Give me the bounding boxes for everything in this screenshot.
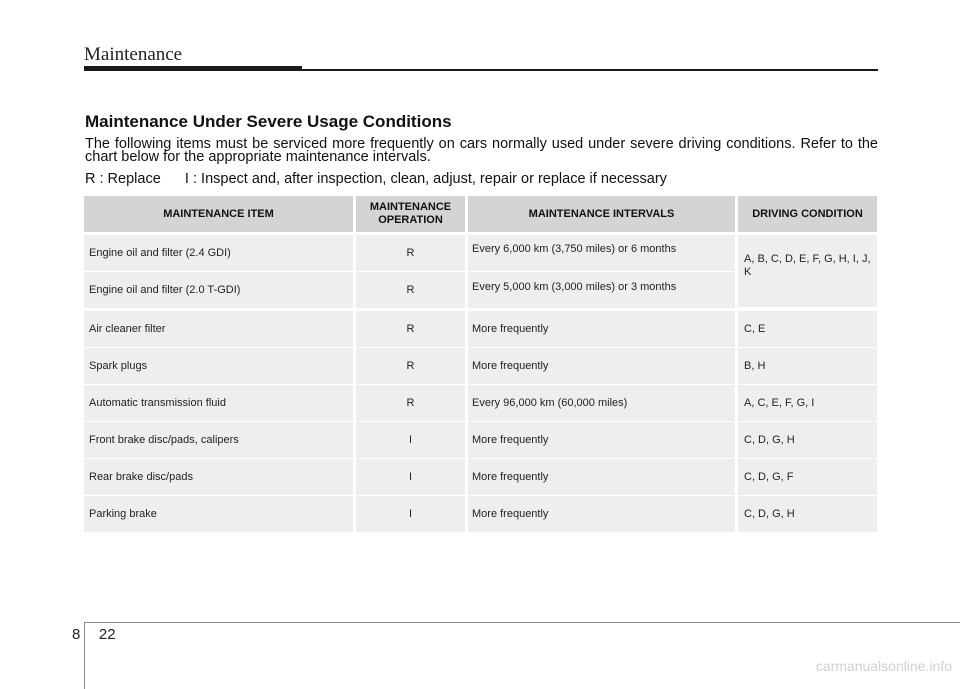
cell-operation: R: [356, 348, 468, 384]
table-row: [84, 421, 877, 458]
cell-interval: More frequently: [468, 422, 738, 458]
table-row: [84, 458, 877, 495]
header-rule-thick: [84, 66, 302, 71]
maintenance-table: [84, 196, 877, 532]
cell-item: Front brake disc/pads, calipers: [84, 422, 356, 458]
cell-interval: More frequently: [468, 496, 738, 532]
cell-item: Automatic transmission fluid: [84, 385, 356, 421]
cell-operation: R: [356, 235, 468, 271]
cell-operation: R: [356, 385, 468, 421]
table-row: [84, 495, 877, 532]
header-maintenance-intervals: MAINTENANCE INTERVALS: [468, 196, 738, 232]
cell-item: Spark plugs: [84, 348, 356, 384]
cell-condition: C, D, G, H: [738, 496, 877, 532]
header-driving-condition: DRIVING CONDITION: [752, 207, 863, 220]
cell-condition: A, C, E, F, G, I: [738, 385, 877, 421]
legend-line: R : Replace I : Inspect and, after inspection, clean, adjust, repair or replace if necessary: [85, 171, 667, 187]
table-row: [84, 384, 877, 421]
table-header-row: [84, 196, 877, 232]
cell-operation: I: [356, 422, 468, 458]
cell-condition: B, H: [738, 348, 877, 384]
watermark: carmanualsonline.info: [815, 658, 952, 674]
cell-item: Air cleaner filter: [84, 311, 356, 347]
cell-item: Rear brake disc/pads: [84, 459, 356, 495]
cell-operation: R: [356, 311, 468, 347]
table-row: [84, 347, 877, 384]
footer-rule: [84, 622, 960, 623]
cell-operation: R: [356, 272, 468, 308]
running-head: Maintenance: [84, 44, 183, 65]
chapter-number: 8: [72, 626, 81, 643]
cell-item: Engine oil and filter (2.0 T-GDI): [84, 272, 356, 308]
cell-condition: C, E: [738, 311, 877, 347]
cell-condition: C, D, G, F: [738, 459, 877, 495]
cell-interval: Every 6,000 km (3,750 miles) or 6 months: [468, 235, 738, 271]
header-maintenance-operation: MAINTENANCE OPERATION: [356, 196, 468, 232]
table-row: [84, 308, 877, 347]
page-number: [72, 626, 116, 643]
cell-operation: I: [356, 459, 468, 495]
cell-operation: I: [356, 496, 468, 532]
header-maintenance-item: MAINTENANCE ITEM: [84, 196, 356, 232]
cell-interval: More frequently: [468, 348, 738, 384]
table-body: [84, 235, 877, 532]
cell-condition: C, D, G, H: [738, 422, 877, 458]
cell-item: Engine oil and filter (2.4 GDI): [84, 235, 356, 271]
cell-interval: Every 5,000 km (3,000 miles) or 3 months: [468, 272, 738, 308]
header-rule-thin: [302, 69, 878, 71]
section-title: Maintenance Under Severe Usage Conditions: [85, 112, 452, 131]
cell-item: Parking brake: [84, 496, 356, 532]
page-number-value: 22: [98, 626, 116, 643]
cell-interval: More frequently: [468, 311, 738, 347]
cell-interval: Every 96,000 km (60,000 miles): [468, 385, 738, 421]
cell-condition-merged: A, B, C, D, E, F, G, H, I, J, K: [738, 235, 877, 307]
intro-paragraph: The following items must be serviced more frequently on cars normally used under severe driving conditions. Refer to the chart below for the appropriate maintenance intervals.: [85, 136, 878, 165]
cell-interval: More frequently: [468, 459, 738, 495]
